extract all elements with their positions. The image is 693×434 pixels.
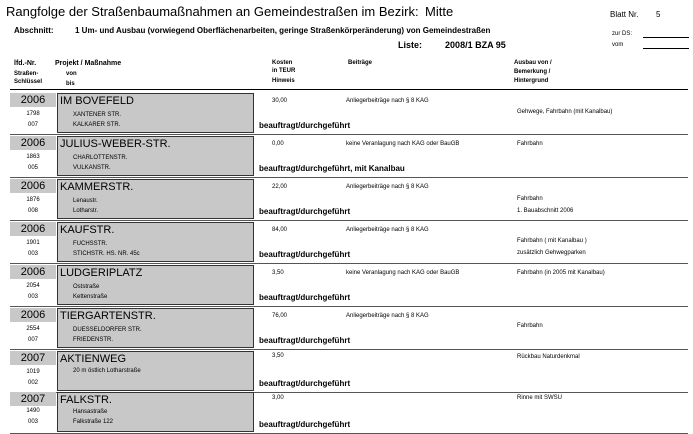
col-ausbau-1: Ausbau von / (514, 60, 552, 66)
row-bis: Kettenstraße (73, 294, 108, 300)
row-kosten: 76,00 (272, 313, 288, 319)
col-kosten-3: Hinweis (272, 78, 295, 84)
row-year: 2006 (20, 266, 46, 278)
row-von: Lenaustr. (73, 198, 98, 204)
liste-label (398, 40, 506, 50)
vom-label: vom (612, 42, 624, 48)
table-row (10, 177, 688, 221)
row-status: beauftragt/durchgeführt (259, 121, 351, 130)
row-lfd-nr: 003 (27, 294, 38, 300)
row-status: beauftragt/durchgeführt (259, 420, 351, 429)
col-beitraege: Beiträge (348, 60, 373, 66)
liste-value: 2008/1 BZA 95 (445, 40, 506, 50)
row-ausbau-1: Fahrbahn ( mit Kanalbau ) (517, 238, 587, 244)
bezirk-value: Mitte (425, 4, 454, 19)
header-divider (10, 89, 688, 90)
zur-ds-line (643, 37, 689, 38)
row-kosten: 22,00 (272, 184, 288, 190)
row-lfd-nr: 002 (27, 380, 38, 386)
row-strassen-nr: 1876 (26, 197, 40, 203)
row-ausbau-2: 1. Bauabschnitt 2006 (517, 208, 574, 214)
page-title: Rangfolge der Straßenbaumaßnahmen an Gemeindestraßen im Bezirk: (6, 4, 419, 19)
row-kosten: 30,00 (272, 98, 288, 104)
col-bis: bis (66, 81, 75, 87)
row-year: 2007 (20, 393, 46, 405)
row-status: beauftragt/durchgeführt, mit Kanalbau (259, 164, 405, 173)
row-von: DUESSELDORFER STR. (73, 327, 142, 333)
row-year: 2006 (20, 94, 46, 106)
row-von: 20 m östlich Lotharstraße (73, 368, 141, 374)
row-lfd-nr: 007 (27, 122, 38, 128)
row-strassen-nr: 1863 (26, 154, 40, 160)
row-year: 2006 (20, 223, 46, 235)
row-street: LUDGERIPLATZ (60, 267, 143, 279)
row-strassen-nr: 2554 (26, 326, 40, 332)
table-row (10, 134, 688, 178)
liste-label-text: Liste: (398, 40, 423, 50)
table-row (10, 91, 688, 135)
row-beitrag: Anliegerbeiträge nach § 8 KAG (346, 184, 429, 190)
row-status: beauftragt/durchgeführt (259, 336, 351, 345)
row-von: Hansastraße (73, 409, 108, 415)
table-row (10, 349, 688, 393)
table-row (10, 220, 688, 264)
row-ausbau-2: zusätzlich Gehwegparken (517, 250, 586, 256)
row-kosten: 3,00 (272, 395, 284, 401)
row-ausbau-1: Fahrbahn (517, 196, 543, 202)
row-strassen-nr: 1490 (26, 408, 40, 414)
row-strassen-nr: 2054 (26, 283, 40, 289)
row-bis: Lotharstr. (73, 208, 99, 214)
col-ausbau-2: Bemerkung / (514, 69, 551, 75)
table-row (10, 306, 688, 350)
row-beitrag: Anliegerbeiträge nach § 8 KAG (346, 313, 429, 319)
row-street: KAMMERSTR. (60, 181, 134, 193)
row-ausbau-1: Fahrbahn (in 2005 mit Kanalbau) (517, 270, 605, 276)
blatt-number: 5 (656, 10, 661, 19)
row-lfd-nr: 003 (27, 251, 38, 257)
abschnitt-text: 1 Um- und Ausbau (vorwiegend Oberflächenarbeiten, geringe Straßenkörperänderung) von Gemeindestraßen (75, 26, 491, 35)
row-lfd-nr: 007 (27, 337, 38, 343)
row-kosten: 3,50 (272, 270, 284, 276)
row-strassen-nr: 1901 (26, 240, 40, 246)
row-year: 2007 (20, 352, 46, 364)
row-von: FUCHSSTR. (73, 241, 108, 247)
row-kosten: 3,50 (272, 353, 284, 359)
row-street: IM BOVEFELD (60, 95, 134, 107)
row-lfd-nr: 005 (27, 165, 38, 171)
row-ausbau-1: Rückbau Naturdenkmal (517, 354, 580, 360)
table-row (10, 263, 688, 307)
row-strassen-nr: 1019 (26, 369, 40, 375)
row-status: beauftragt/durchgeführt (259, 250, 351, 259)
row-bis: FRIEDENSTR. (73, 337, 114, 343)
row-lfd-nr: 003 (27, 419, 38, 425)
row-street: FALKSTR. (60, 394, 112, 406)
row-ausbau-1: Fahrbahn (517, 141, 543, 147)
row-ausbau-1: Fahrbahn (517, 323, 543, 329)
row-street: AKTIENWEG (60, 353, 127, 365)
zur-ds-label: zur DS: (612, 31, 633, 37)
col-kosten-1: Kosten (272, 60, 293, 66)
row-von: XANTENER STR. (73, 112, 122, 118)
row-street: JULIUS-WEBER-STR. (60, 138, 171, 150)
row-street: KAUFSTR. (60, 224, 115, 236)
row-street: TIERGARTENSTR. (60, 310, 156, 322)
row-lfd-nr: 008 (27, 208, 38, 214)
row-beitrag: keine Veranlagung nach KAG oder BauGB (346, 270, 460, 276)
row-status: beauftragt/durchgeführt (259, 379, 351, 388)
row-kosten: 0,00 (272, 141, 284, 147)
row-beitrag: keine Veranlagung nach KAG oder BauGB (346, 141, 460, 147)
row-beitrag: Anliegerbeiträge nach § 8 KAG (346, 227, 429, 233)
col-projekt: Projekt / Maßnahme (55, 60, 122, 67)
row-bis: VULKANSTR. (73, 165, 111, 171)
row-kosten: 84,00 (272, 227, 288, 233)
row-bis: KALKARER STR. (73, 122, 121, 128)
row-bis: Falkstraße 122 (73, 419, 114, 425)
row-status: beauftragt/durchgeführt (259, 207, 351, 216)
row-year: 2006 (20, 137, 46, 149)
row-year: 2006 (20, 180, 46, 192)
row-von: CHARLOTTENSTR. (73, 155, 128, 161)
col-strassen-1: Straßen- (14, 71, 39, 77)
table-row (10, 390, 688, 434)
vom-line (643, 48, 689, 49)
row-ausbau-2: Gehwege, Fahrbahn (mit Kanalbau) (517, 109, 613, 115)
col-kosten-2: in TEUR (272, 68, 296, 74)
row-bis: STICHSTR. HS. NR. 45c (73, 251, 140, 257)
col-lfd-nr: lfd.-Nr. (14, 60, 37, 67)
col-strassen-2: Schlüssel (14, 79, 43, 85)
abschnitt-label: Abschnitt: (14, 26, 54, 35)
row-strassen-nr: 1798 (26, 111, 40, 117)
col-von: von (66, 71, 77, 77)
row-ausbau-1: Rinne mit SWSU (517, 395, 563, 401)
row-status: beauftragt/durchgeführt (259, 293, 351, 302)
row-von: Oststraße (73, 284, 100, 290)
row-year: 2006 (20, 309, 46, 321)
col-ausbau-3: Hintergrund (514, 78, 549, 84)
blatt-label: Blatt Nr. (610, 10, 639, 19)
row-beitrag: Anliegerbeiträge nach § 8 KAG (346, 98, 429, 104)
